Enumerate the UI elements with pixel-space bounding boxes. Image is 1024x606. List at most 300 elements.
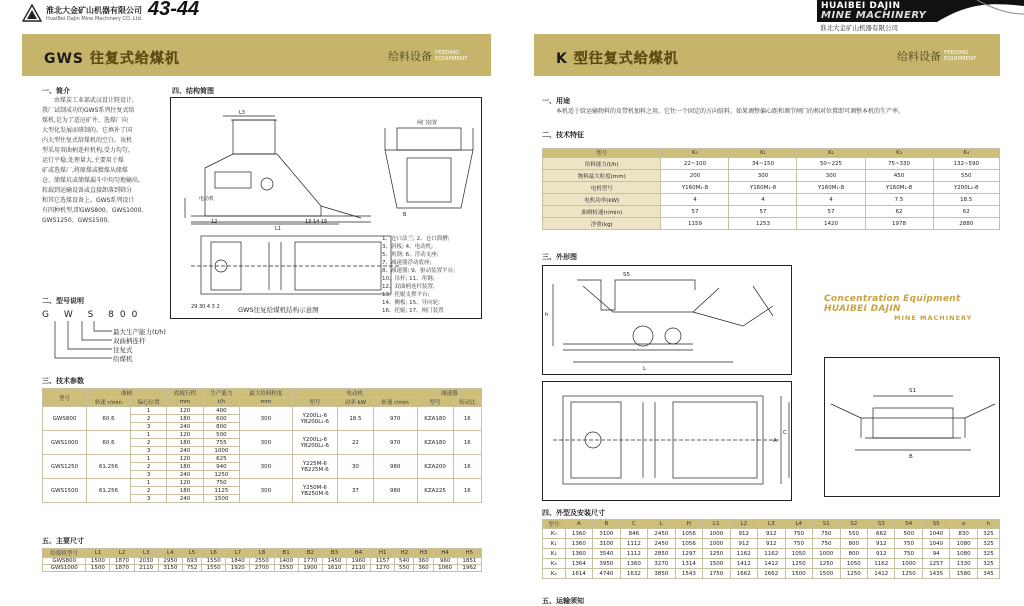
table-cell: 540	[395, 558, 414, 565]
table-cell: 750	[813, 529, 840, 539]
cell-stroke: 180	[167, 463, 203, 471]
motor-line: Y200L₁-6	[302, 412, 328, 419]
table-cell: 1750	[703, 569, 730, 579]
table-cell: 1435	[922, 569, 949, 579]
intro-paragraph	[42, 96, 160, 226]
company-name-en: HuaiBei DaJin Mine Machinery CO.,Ltd.	[46, 16, 143, 22]
table-cell: 94	[922, 549, 949, 559]
table-cell: 1050	[785, 549, 812, 559]
legend-item: 7、减速器浮动底座;	[382, 260, 432, 266]
svg-text:闸门装置: 闸门装置	[417, 120, 438, 126]
cell-motor	[292, 479, 338, 503]
tech-params-table	[42, 388, 482, 503]
table-cell: 132~590	[933, 158, 999, 170]
header-cell: H3	[414, 549, 433, 558]
svg-text:S1: S1	[909, 388, 916, 394]
table-cell: 1851	[457, 558, 481, 565]
table-row	[43, 558, 482, 565]
header-cell: L4	[785, 520, 812, 529]
header-cell: L3	[758, 520, 785, 529]
intro-heading: 一、简介	[42, 87, 70, 95]
cell-position: 3	[130, 495, 166, 503]
cell-size: 300	[240, 431, 292, 455]
header-cell: 电动机	[292, 389, 417, 398]
header-cell: H	[675, 520, 702, 529]
table-cell: 1412	[867, 569, 894, 579]
legend-item: 8、减速器; 9、驱动装置平台;	[382, 268, 455, 274]
motor-line: YB200L₂-6	[300, 442, 330, 449]
svg-text:29 30 4 3 2: 29 30 4 3 2	[191, 304, 220, 310]
svg-text:h: h	[545, 312, 549, 318]
watermark	[824, 294, 1004, 322]
table-cell: 325	[977, 529, 999, 539]
intro-line: 煤机,是为了适应矿井、选煤厂向	[42, 117, 128, 124]
table-cell: 1870	[110, 558, 134, 565]
header-cell: L1	[86, 549, 110, 558]
brand-line-2: MINE MACHINERY	[821, 10, 927, 21]
header-cell: L6	[202, 549, 226, 558]
table-cell: 1250	[813, 559, 840, 569]
cell-rpm: 980	[373, 455, 417, 479]
table-cell: 1400	[274, 558, 298, 565]
table-cell: 1962	[457, 565, 481, 572]
table-cell: 550	[933, 170, 999, 182]
table-cell: 1770	[298, 558, 322, 565]
table-cell: 325	[977, 559, 999, 569]
cell-reducer: KZA180	[417, 407, 453, 431]
table-cell: 1662	[758, 569, 785, 579]
model-label-crank: 双曲柄连杆	[113, 337, 146, 345]
cell-capacity: 940	[203, 463, 239, 471]
model-label-capacity: 最大生产能力(t/h)	[113, 328, 166, 336]
table-cell: 1080	[950, 539, 977, 549]
row-label: 电机功率(kW)	[543, 194, 661, 206]
model-bracket-icon	[52, 321, 114, 369]
cell-position: 3	[130, 471, 166, 479]
table-cell: 360	[414, 558, 433, 565]
cell-model: GWS1250	[43, 455, 87, 479]
table-cell: 1662	[730, 569, 757, 579]
table-cell: 1080	[950, 549, 977, 559]
cell-rpm: 980	[373, 479, 417, 503]
cell-reducer: KZA180	[417, 431, 453, 455]
brand-banner	[817, 0, 1024, 22]
table-cell: 7.5	[865, 194, 933, 206]
cell-ratio: 16	[453, 407, 481, 431]
table-cell: K₃	[543, 559, 566, 569]
table-cell: 1000	[703, 529, 730, 539]
table-cell: K₀	[543, 529, 566, 539]
header-cell: S4	[895, 520, 922, 529]
header-cell: mm	[240, 398, 292, 407]
motor-line: Y200L₂-6	[302, 436, 328, 443]
header-cell: 转速 r/min	[373, 398, 417, 407]
install-heading: 四、外型及安装尺寸	[542, 509, 605, 517]
header-cell: B1	[274, 549, 298, 558]
table-cell: 912	[867, 539, 894, 549]
table-cell: 1412	[730, 559, 757, 569]
table-cell: 1900	[298, 565, 322, 572]
page-numbers: 43-44	[148, 0, 200, 20]
table-cell: 500	[895, 529, 922, 539]
table-cell: 2110	[134, 565, 158, 572]
table-cell: 2450	[648, 529, 675, 539]
usage-paragraph: 本机适于给运输物料的皮带机加料之用。它往一个固定的方向给料。如果调整偏心距和调节闸门的相对位置即可调整本机的生产率。	[556, 108, 905, 115]
table-cell: 1870	[110, 565, 134, 572]
cell-model: GWS1500	[43, 479, 87, 503]
intro-line: 型采用双曲柄连杆机构,受力均匀,	[42, 147, 130, 154]
table-cell: 1056	[675, 529, 702, 539]
intro-line: 由煤炭工业部武汉设计院设计,	[54, 97, 134, 104]
table-cell: 1500	[703, 559, 730, 569]
table-cell: GWS1000	[43, 565, 86, 572]
right-title-band	[534, 34, 1000, 76]
legend-item: 14、侧板; 15、导向轮;	[382, 300, 440, 306]
table-cell: 1250	[785, 559, 812, 569]
intro-line: 转载到运输设备或直接卸落到筛分	[42, 187, 133, 194]
table-cell: 1840	[226, 558, 250, 565]
header-cell: H4	[433, 549, 457, 558]
table-cell: 325	[977, 549, 999, 559]
cell-rpm: 970	[373, 407, 417, 431]
table-cell: 1550	[274, 565, 298, 572]
header-cell: L8	[250, 549, 274, 558]
model-label-reciprocating: 往复式	[113, 346, 133, 354]
cell-stroke: 180	[167, 487, 203, 495]
table-cell: 2110	[346, 565, 370, 572]
cell-stroke: 240	[167, 423, 203, 431]
table-cell: Y160M₁-8	[865, 182, 933, 194]
cell-power: 22	[338, 431, 373, 455]
cell-stroke: 240	[167, 495, 203, 503]
header-cell: H1	[371, 549, 395, 558]
row-label: 物料最大粒度(mm)	[543, 170, 661, 182]
legend-item: 13、托辊支撑平台;	[382, 292, 430, 298]
table-row	[543, 569, 1000, 579]
header-cell: C	[620, 520, 647, 529]
svg-text:电动机: 电动机	[199, 196, 215, 202]
cell-speed: 60.6	[86, 431, 130, 455]
table-cell: 800	[840, 549, 867, 559]
table-cell: 1610	[322, 565, 346, 572]
model-heading: 二、型号说明	[42, 297, 84, 305]
table-row	[543, 182, 1000, 194]
cell-speed: 61.256	[86, 455, 130, 479]
table-cell: 1550	[202, 565, 226, 572]
table-cell: Y160M₁-8	[661, 182, 729, 194]
structure-heading: 四、结构简图	[172, 87, 214, 95]
table-cell: 1420	[797, 218, 865, 230]
table-cell: 1112	[620, 539, 647, 549]
table-cell: 200	[661, 170, 729, 182]
cell-capacity: 750	[203, 479, 239, 487]
table-cell: 1250	[703, 549, 730, 559]
table-cell: 1412	[758, 559, 785, 569]
front-view-drawing-icon	[825, 358, 1001, 498]
right-page-title	[556, 48, 679, 68]
table-row	[543, 218, 1000, 230]
right-category-en: FEEDING EQUIPMENT	[944, 50, 977, 62]
table-cell: 1157	[371, 558, 395, 565]
table-cell: 300	[729, 170, 797, 182]
header-cell: 生产能力	[203, 389, 239, 398]
header-cell: L3	[134, 549, 158, 558]
left-title-cn: 往复式给煤机	[89, 51, 180, 67]
table-cell: 62	[933, 206, 999, 218]
header-cell: K₀	[661, 149, 729, 158]
table-cell: 1614	[565, 569, 592, 579]
header-cell: 转速 r/min	[86, 398, 130, 407]
svg-text:B: B	[403, 212, 407, 218]
header-cell: 型号	[543, 149, 661, 158]
table-header-row	[543, 520, 1000, 529]
table-cell: 1978	[865, 218, 933, 230]
company-logo-icon	[22, 4, 42, 22]
outline-front-view	[824, 357, 1000, 497]
table-cell: 50~225	[797, 158, 865, 170]
cell-position: 1	[130, 455, 166, 463]
table-cell: Y160M₁-8	[797, 182, 865, 194]
table-cell: GWS800	[43, 558, 86, 565]
table-header-row	[43, 389, 482, 398]
table-cell: 693	[182, 558, 201, 565]
left-category-cn: 给料设备	[388, 50, 432, 63]
structure-caption: GWS往复给煤机结构示意图	[238, 306, 319, 314]
table-header-row	[43, 398, 482, 407]
header-cell: S5	[922, 520, 949, 529]
model-label-feeder: 给煤机	[113, 355, 133, 363]
motor-line: YB250M-6	[300, 490, 329, 497]
table-cell: 2850	[648, 549, 675, 559]
cell-ratio: 16	[453, 455, 481, 479]
table-cell: 1162	[730, 549, 757, 559]
table-cell: Y160M₁-8	[729, 182, 797, 194]
table-cell: 3100	[593, 529, 620, 539]
table-cell: 1960	[346, 558, 370, 565]
table-cell: 1000	[703, 539, 730, 549]
header-cell: B3	[322, 549, 346, 558]
table-cell: 1580	[950, 569, 977, 579]
table-cell: 1162	[758, 549, 785, 559]
cell-capacity: 800	[203, 423, 239, 431]
table-cell: 360	[414, 565, 433, 572]
cell-position: 2	[130, 415, 166, 423]
table-cell: 960	[433, 558, 457, 565]
svg-text:L1: L1	[275, 226, 281, 232]
table-cell: 4	[729, 194, 797, 206]
model-code: G W S 800	[42, 310, 144, 320]
cell-capacity: 1250	[203, 471, 239, 479]
intro-line: GWS1250、GWS1500。	[42, 217, 114, 224]
table-cell: 22~100	[661, 158, 729, 170]
cell-position: 2	[130, 439, 166, 447]
motor-line: YB225M-6	[300, 466, 329, 473]
header-cell: L1	[703, 520, 730, 529]
table-cell: 1500	[785, 569, 812, 579]
header-cell: 曲柄	[86, 389, 166, 398]
svg-text:B: B	[909, 454, 913, 460]
cell-model: GWS1000	[43, 431, 87, 455]
header-cell: 型号	[417, 398, 453, 407]
tech-features-heading: 二、技术特征	[542, 131, 584, 139]
table-cell: 1060	[433, 565, 457, 572]
table-cell: 800	[840, 539, 867, 549]
legend-item: 10、吊杆; 11、角钢;	[382, 276, 435, 282]
cell-motor	[292, 455, 338, 479]
table-cell: 912	[758, 529, 785, 539]
row-label: 曲柄转速(r/min)	[543, 206, 661, 218]
cell-rpm: 970	[373, 431, 417, 455]
header-cell: 功率 kW	[338, 398, 373, 407]
row-label: 给料能力(t/h)	[543, 158, 661, 170]
table-row	[543, 559, 1000, 569]
table-cell: 34~150	[729, 158, 797, 170]
intro-line: 我厂试制成功的GWS系列往复式给	[42, 107, 135, 114]
outline-top-view	[542, 381, 792, 501]
cell-reducer: KZA200	[417, 455, 453, 479]
cell-stroke: 180	[167, 439, 203, 447]
header-cell: 最大给料粒度	[240, 389, 292, 398]
table-cell: 3100	[593, 539, 620, 549]
cell-capacity: 1500	[203, 495, 239, 503]
table-header-row	[43, 549, 482, 558]
table-cell: 912	[867, 549, 894, 559]
cell-ratio: 16	[453, 479, 481, 503]
table-cell: 57	[729, 206, 797, 218]
header-cell: K₁	[729, 149, 797, 158]
header-cell: H2	[395, 549, 414, 558]
table-row	[43, 431, 482, 439]
table-row	[543, 529, 1000, 539]
header-cell: L7	[226, 549, 250, 558]
company-name-cn: 淮北大金矿山机器有限公司	[46, 6, 142, 15]
tech-features-table	[542, 148, 1000, 230]
table-cell: 1360	[620, 559, 647, 569]
table-cell: 450	[865, 170, 933, 182]
table-cell: 57	[797, 206, 865, 218]
table-cell: 750	[785, 529, 812, 539]
cell-speed: 60.6	[86, 407, 130, 431]
cell-motor	[292, 407, 338, 431]
page-header	[0, 0, 1024, 34]
right-title-cn: 型往复式给煤机	[573, 51, 679, 67]
table-cell: 550	[395, 565, 414, 572]
table-cell: 4	[661, 194, 729, 206]
table-row	[43, 565, 482, 572]
table-cell: 1632	[620, 569, 647, 579]
cell-position: 1	[130, 479, 166, 487]
cell-position: 1	[130, 407, 166, 415]
table-cell: 2700	[250, 565, 274, 572]
table-row	[43, 455, 482, 463]
table-cell: 1500	[86, 565, 110, 572]
outline-heading: 三、外形图	[542, 253, 577, 261]
table-cell: 1112	[620, 549, 647, 559]
table-cell: 3270	[648, 559, 675, 569]
structure-legend	[382, 235, 480, 315]
table-cell: 1050	[840, 559, 867, 569]
brand-name-cn: 淮北大金矿山机器有限公司	[820, 24, 898, 32]
table-cell: 1270	[371, 565, 395, 572]
table-cell: 1040	[922, 539, 949, 549]
header-cell: e	[950, 520, 977, 529]
cell-stroke: 120	[167, 407, 203, 415]
table-cell: 1000	[813, 549, 840, 559]
table-cell: 1543	[675, 569, 702, 579]
table-cell: K₄	[543, 569, 566, 579]
right-category-cn: 给料设备	[897, 50, 941, 63]
table-cell: 1056	[675, 539, 702, 549]
intro-line: 有四种机型,即GWS800、GWS1000、	[42, 207, 148, 214]
intro-line: 仓、储煤坑或储煤漏斗中均匀地输出,	[42, 177, 140, 184]
table-cell: 1360	[565, 549, 592, 559]
cell-capacity: 600	[203, 415, 239, 423]
table-cell: 750	[813, 539, 840, 549]
cell-capacity: 500	[203, 431, 239, 439]
svg-text:L: L	[643, 366, 647, 372]
table-cell: 2450	[648, 539, 675, 549]
header-cell: S2	[840, 520, 867, 529]
header-cell: L2	[730, 520, 757, 529]
top-view-drawing-icon	[543, 382, 793, 502]
left-page-title	[44, 48, 180, 68]
table-cell: 1330	[950, 559, 977, 569]
legend-item: 3、斜板; 4、电动机;	[382, 244, 433, 250]
header-cell: K₄	[933, 149, 999, 158]
header-cell: mm	[167, 398, 203, 407]
table-cell: 750	[895, 549, 922, 559]
intro-line: 运行平稳,处理量大,主要用于煤	[42, 157, 124, 164]
table-cell: 62	[865, 206, 933, 218]
table-cell: 3150	[158, 565, 182, 572]
table-cell: 1360	[565, 529, 592, 539]
header-cell: 给煤机型号	[43, 549, 86, 558]
header-cell: 偏心位置	[130, 398, 166, 407]
cell-capacity: 1125	[203, 487, 239, 495]
motor-line: Y225M-6	[302, 460, 327, 467]
cell-position: 2	[130, 463, 166, 471]
table-cell: 662	[867, 529, 894, 539]
table-cell: 1162	[867, 559, 894, 569]
header-cell: L4	[158, 549, 182, 558]
cell-capacity: 400	[203, 407, 239, 415]
header-cell: S3	[867, 520, 894, 529]
table-cell: 4740	[593, 569, 620, 579]
row-label: 电机型号	[543, 182, 661, 194]
cell-capacity: 625	[203, 455, 239, 463]
table-cell: 1314	[675, 559, 702, 569]
table-row	[543, 206, 1000, 218]
header-cell: L	[648, 520, 675, 529]
table-cell: 1550	[202, 558, 226, 565]
brand-line-1: HUAIBEI DAJIN	[821, 1, 901, 11]
cell-size: 300	[240, 479, 292, 503]
right-category-tag	[897, 48, 984, 64]
header-cell: h	[977, 520, 999, 529]
table-cell: 1450	[322, 558, 346, 565]
table-cell: 3540	[593, 549, 620, 559]
intro-line: 和其它选煤设备上。GWS系列设计	[42, 197, 135, 204]
header-cell: A	[565, 520, 592, 529]
table-cell: 1253	[729, 218, 797, 230]
table-cell: 2030	[134, 558, 158, 565]
left-category-tag	[388, 48, 475, 64]
usage-heading: 一、用途	[542, 97, 570, 105]
table-cell: 3850	[648, 569, 675, 579]
table-cell: 912	[730, 529, 757, 539]
header-cell: S1	[813, 520, 840, 529]
svg-text:13 14 15: 13 14 15	[305, 219, 328, 225]
